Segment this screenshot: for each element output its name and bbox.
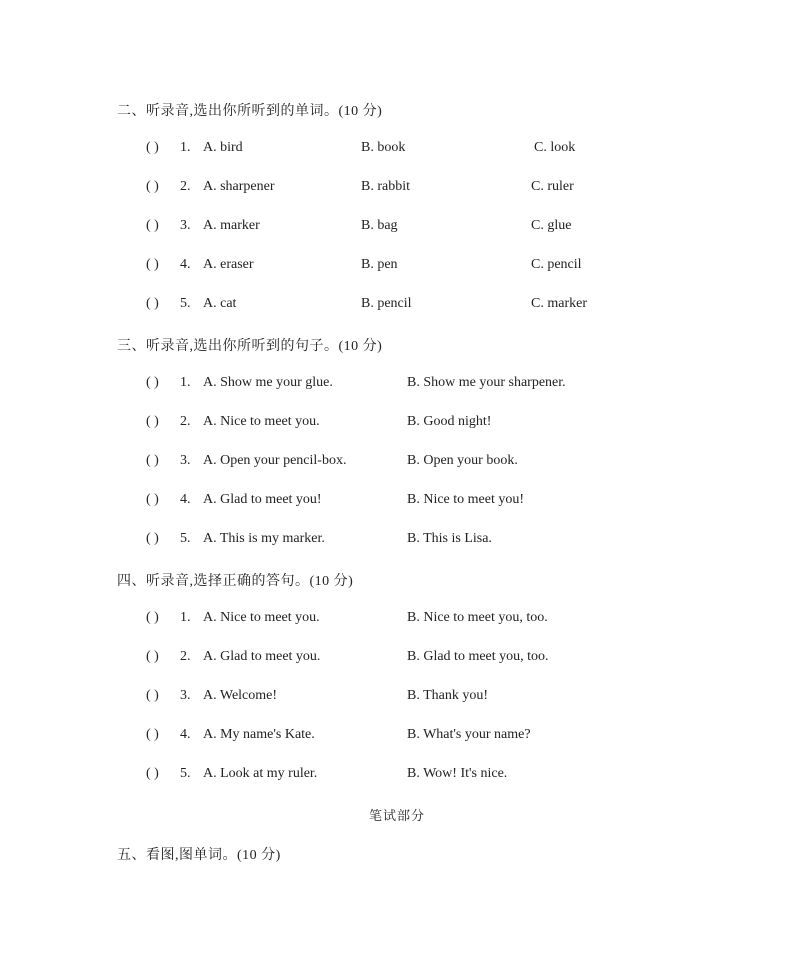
option-b: B. book (361, 140, 406, 155)
answer-blank[interactable]: ( ) (146, 688, 159, 703)
option-b: B. What's your name? (407, 727, 531, 742)
option-b: B. This is Lisa. (407, 531, 492, 546)
question-number: 1. (180, 140, 191, 155)
answer-blank[interactable]: ( ) (146, 610, 159, 625)
answer-blank[interactable]: ( ) (146, 727, 159, 742)
option-b: B. Good night! (407, 414, 492, 429)
option-a: A. Glad to meet you! (203, 492, 322, 507)
option-b: B. Thank you! (407, 688, 489, 703)
question-number: 2. (180, 649, 191, 664)
answer-blank[interactable]: ( ) (146, 257, 159, 272)
question-number: 3. (180, 218, 191, 233)
option-c: C. pencil (531, 257, 582, 272)
option-b: B. pencil (361, 296, 412, 311)
option-b: B. Nice to meet you, too. (407, 610, 548, 625)
answer-blank[interactable]: ( ) (146, 140, 159, 155)
option-b: B. Show me your sharpener. (407, 375, 566, 390)
option-a: A. eraser (203, 257, 254, 272)
option-b: B. Wow! It's nice. (407, 766, 508, 781)
option-a: A. Nice to meet you. (203, 610, 320, 625)
option-b: B. pen (361, 257, 398, 272)
option-a: A. Open your pencil-box. (203, 453, 347, 468)
answer-blank[interactable]: ( ) (146, 649, 159, 664)
option-c: C. glue (531, 218, 572, 233)
question-number: 4. (180, 492, 191, 507)
answer-blank[interactable]: ( ) (146, 766, 159, 781)
section3-heading: 三、听录音,选出你所听到的句子。(10 分) (117, 339, 383, 354)
question-number: 4. (180, 257, 191, 272)
answer-blank[interactable]: ( ) (146, 179, 159, 194)
answer-blank[interactable]: ( ) (146, 453, 159, 468)
question-number: 3. (180, 453, 191, 468)
option-b: B. bag (361, 218, 398, 233)
option-a: A. Show me your glue. (203, 375, 333, 390)
question-number: 1. (180, 375, 191, 390)
answer-blank[interactable]: ( ) (146, 414, 159, 429)
option-a: A. sharpener (203, 179, 275, 194)
written-part-title: 笔试部分 (368, 808, 425, 823)
option-a: A. Nice to meet you. (203, 414, 320, 429)
question-number: 3. (180, 688, 191, 703)
option-a: A. My name's Kate. (203, 727, 315, 742)
section2-heading: 二、听录音,选出你所听到的单词。(10 分) (117, 104, 383, 119)
answer-blank[interactable]: ( ) (146, 375, 159, 390)
section4-heading: 四、听录音,选择正确的答句。(10 分) (117, 574, 354, 589)
option-b: B. Open your book. (407, 453, 518, 468)
option-c: C. marker (531, 296, 587, 311)
option-c: C. look (534, 140, 576, 155)
question-number: 2. (180, 414, 191, 429)
option-b: B. Nice to meet you! (407, 492, 525, 507)
question-number: 5. (180, 531, 191, 546)
option-b: B. rabbit (361, 179, 410, 194)
answer-blank[interactable]: ( ) (146, 296, 159, 311)
answer-blank[interactable]: ( ) (146, 492, 159, 507)
answer-blank[interactable]: ( ) (146, 218, 159, 233)
question-number: 1. (180, 610, 191, 625)
question-number: 5. (180, 766, 191, 781)
option-a: A. Glad to meet you. (203, 649, 321, 664)
question-number: 5. (180, 296, 191, 311)
section5-heading: 五、看图,图单词。(10 分) (117, 848, 281, 863)
option-a: A. bird (203, 140, 243, 155)
option-a: A. Welcome! (203, 688, 278, 703)
option-a: A. Look at my ruler. (203, 766, 318, 781)
question-number: 2. (180, 179, 191, 194)
option-c: C. ruler (531, 179, 574, 194)
question-number: 4. (180, 727, 191, 742)
answer-blank[interactable]: ( ) (146, 531, 159, 546)
option-b: B. Glad to meet you, too. (407, 649, 549, 664)
option-a: A. This is my marker. (203, 531, 325, 546)
option-a: A. marker (203, 218, 260, 233)
option-a: A. cat (203, 296, 237, 311)
